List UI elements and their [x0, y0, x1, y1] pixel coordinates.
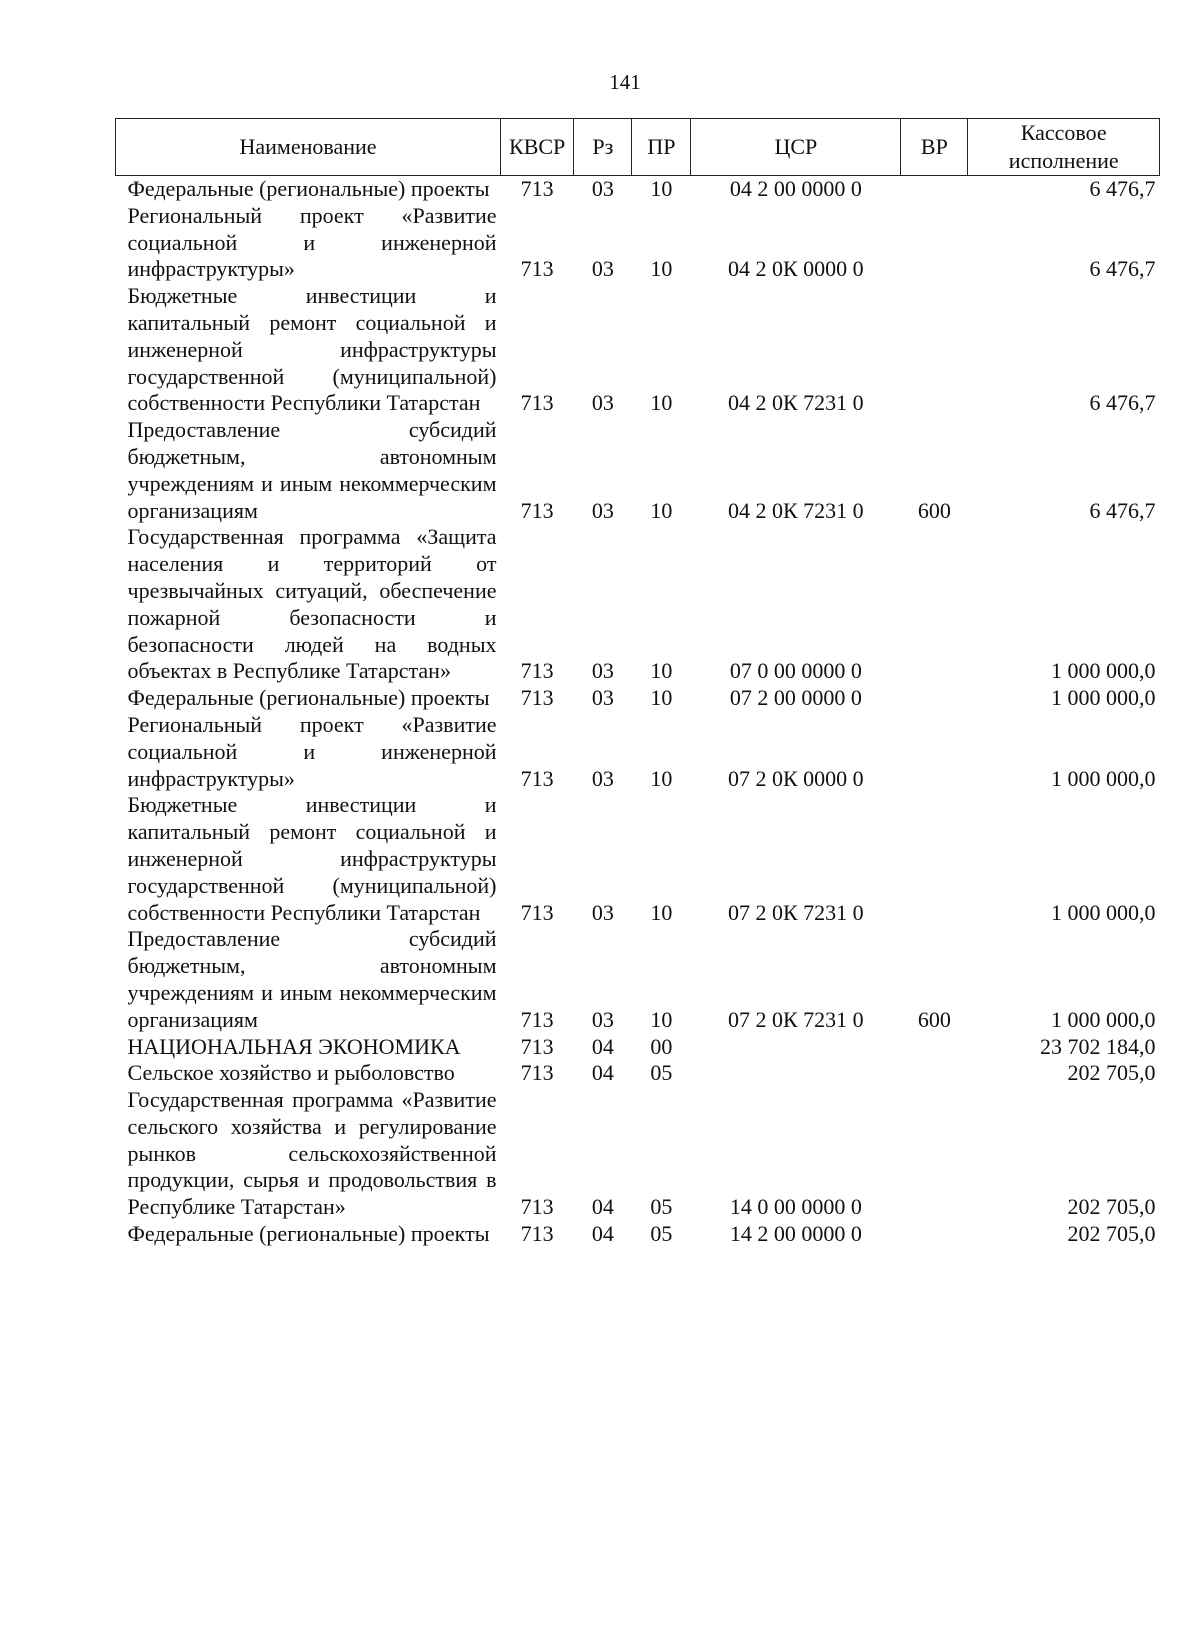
cell-sum: 6 476,7: [1089, 176, 1156, 201]
table-row: [116, 1221, 1160, 1248]
cell-sum: 1 000 000,0: [1051, 685, 1156, 711]
cell-csr: 04 2 0К 7231 0: [728, 497, 864, 523]
cell-sum: 6 476,7: [1089, 497, 1156, 523]
header-sum: Кассовое исполнение: [968, 119, 1160, 176]
cell-rz: 03: [591, 1006, 614, 1032]
cell-sum: 23 702 184,0: [1040, 1033, 1156, 1059]
cell-csr: [691, 1034, 901, 1061]
cell-kvsr: 713: [520, 1033, 554, 1059]
table-row: [116, 685, 1160, 712]
cell-sum: 6 476,7: [1089, 390, 1156, 416]
header-rz: Рз: [574, 119, 632, 176]
budget-table: [115, 118, 1160, 1248]
cell-csr: 07 2 0К 0000 0: [728, 765, 864, 791]
cell-name: Предоставление субсидий бюджетным, автономным учреждениям и иным некоммерческим организациям: [127, 926, 497, 1032]
cell-vr: [901, 1087, 968, 1221]
table-header: [116, 119, 1160, 176]
page-number: 141: [609, 70, 641, 94]
cell-rz: 03: [591, 765, 614, 791]
table-row: [116, 176, 1160, 203]
cell-sum: 202 705,0: [1067, 1194, 1156, 1220]
cell-pr: 10: [650, 685, 673, 711]
cell-vr: 600: [917, 497, 951, 523]
cell-kvsr: 713: [520, 765, 554, 791]
table-row: [116, 417, 1160, 524]
cell-sum: 1 000 000,0: [1051, 658, 1156, 684]
cell-name: Государственная программа «Защита населения и территорий от чрезвычайных ситуаций, обеспечение пожарной безопасности и безопасности людей на водных объектах в Республике Татарстан»: [127, 524, 497, 684]
header-name: Наименование: [116, 119, 501, 176]
cell-name: Бюджетные инвестиции и капитальный ремонт социальной и инженерной инфраструктуры государственной (муниципальной) собственности Республики Татарстан: [127, 283, 497, 416]
cell-sum: 1 000 000,0: [1051, 899, 1156, 925]
cell-pr: 10: [650, 256, 673, 282]
table-row: [116, 1087, 1160, 1221]
cell-sum: 6 476,7: [1089, 256, 1156, 282]
cell-pr: 05: [650, 1194, 673, 1220]
cell-csr: 07 2 0К 7231 0: [728, 899, 864, 925]
cell-vr: [901, 1034, 968, 1061]
cell-pr: 10: [650, 658, 673, 684]
table-row: [116, 926, 1160, 1033]
cell-csr: 04 2 00 0000 0: [729, 176, 862, 201]
cell-name: Бюджетные инвестиции и капитальный ремонт социальной и инженерной инфраструктуры государственной (муниципальной) собственности Республики Татарстан: [127, 792, 497, 925]
cell-rz: 03: [591, 497, 614, 523]
table-row: [116, 712, 1160, 792]
cell-vr: [901, 1221, 968, 1248]
cell-pr: 10: [650, 1006, 673, 1032]
cell-pr: 10: [650, 497, 673, 523]
cell-vr: [901, 792, 968, 926]
cell-name: Предоставление субсидий бюджетным, автономным учреждениям и иным некоммерческим организациям: [127, 417, 497, 523]
cell-rz: 03: [591, 658, 614, 684]
cell-pr: 10: [650, 899, 673, 925]
cell-pr: 10: [650, 765, 673, 791]
cell-kvsr: 713: [520, 176, 554, 201]
table-body: [116, 176, 1160, 1248]
header-pr: ПР: [632, 119, 691, 176]
cell-vr: [901, 176, 968, 203]
cell-name: Сельское хозяйство и рыболовство: [127, 1060, 455, 1086]
cell-name: Федеральные (региональные) проекты: [127, 1221, 490, 1247]
cell-sum: 1 000 000,0: [1051, 1006, 1156, 1032]
cell-rz: 03: [591, 176, 614, 201]
cell-kvsr: 713: [520, 1194, 554, 1220]
cell-csr: [691, 1060, 901, 1087]
cell-rz: 04: [591, 1060, 614, 1086]
cell-name: Региональный проект «Развитие социальной и инженерной инфраструктуры»: [127, 711, 497, 791]
cell-pr: 05: [650, 1060, 673, 1086]
cell-pr: 00: [650, 1033, 673, 1059]
cell-sum: 202 705,0: [1067, 1060, 1156, 1086]
table-row: [116, 792, 1160, 926]
cell-name: Федеральные (региональные) проекты: [127, 685, 490, 711]
cell-sum: 1 000 000,0: [1051, 765, 1156, 791]
cell-vr: [901, 283, 968, 417]
cell-rz: 04: [591, 1194, 614, 1220]
table-row: [116, 524, 1160, 685]
table-row: [116, 203, 1160, 283]
cell-kvsr: 713: [520, 658, 554, 684]
table-row: [116, 1034, 1160, 1061]
cell-csr: 07 0 00 0000 0: [729, 658, 862, 684]
cell-vr: [901, 203, 968, 283]
table-row: [116, 1060, 1160, 1087]
cell-name: НАЦИОНАЛЬНАЯ ЭКОНОМИКА: [127, 1033, 461, 1059]
cell-rz: 03: [591, 685, 614, 711]
cell-vr: 600: [917, 1006, 951, 1032]
cell-rz: 04: [591, 1221, 614, 1247]
cell-kvsr: 713: [520, 685, 554, 711]
cell-name: Федеральные (региональные) проекты: [127, 176, 490, 201]
cell-pr: 10: [650, 176, 673, 201]
cell-vr: [901, 1060, 968, 1087]
cell-csr: 14 2 00 0000 0: [729, 1221, 862, 1247]
cell-rz: 03: [591, 899, 614, 925]
cell-csr: 07 2 0К 7231 0: [728, 1006, 864, 1032]
cell-rz: 03: [591, 390, 614, 416]
header-vr: ВР: [901, 119, 968, 176]
cell-kvsr: 713: [520, 1006, 554, 1032]
cell-name: Государственная программа «Развитие сельского хозяйства и регулирование рынков сельскохозяйственной продукции, сырья и продовольствия в Республике Татарстан»: [127, 1087, 497, 1220]
cell-kvsr: 713: [520, 256, 554, 282]
header-kvsr: КВСР: [501, 119, 574, 176]
cell-kvsr: 713: [520, 1060, 554, 1086]
table-row: [116, 283, 1160, 417]
cell-kvsr: 713: [520, 899, 554, 925]
cell-csr: 04 2 0К 7231 0: [728, 390, 864, 416]
cell-csr: 04 2 0К 0000 0: [728, 256, 864, 282]
cell-kvsr: 713: [520, 390, 554, 416]
header-csr: ЦСР: [691, 119, 901, 176]
cell-kvsr: 713: [520, 1221, 554, 1247]
cell-csr: 07 2 00 0000 0: [729, 685, 862, 711]
cell-kvsr: 713: [520, 497, 554, 523]
cell-rz: 04: [591, 1033, 614, 1059]
cell-csr: 14 0 00 0000 0: [729, 1194, 862, 1220]
cell-rz: 03: [591, 256, 614, 282]
cell-vr: [901, 685, 968, 712]
cell-name: Региональный проект «Развитие социальной и инженерной инфраструктуры»: [127, 202, 497, 282]
cell-pr: 10: [650, 390, 673, 416]
cell-vr: [901, 712, 968, 792]
cell-sum: 202 705,0: [1067, 1221, 1156, 1247]
cell-vr: [901, 524, 968, 685]
cell-pr: 05: [650, 1221, 673, 1247]
